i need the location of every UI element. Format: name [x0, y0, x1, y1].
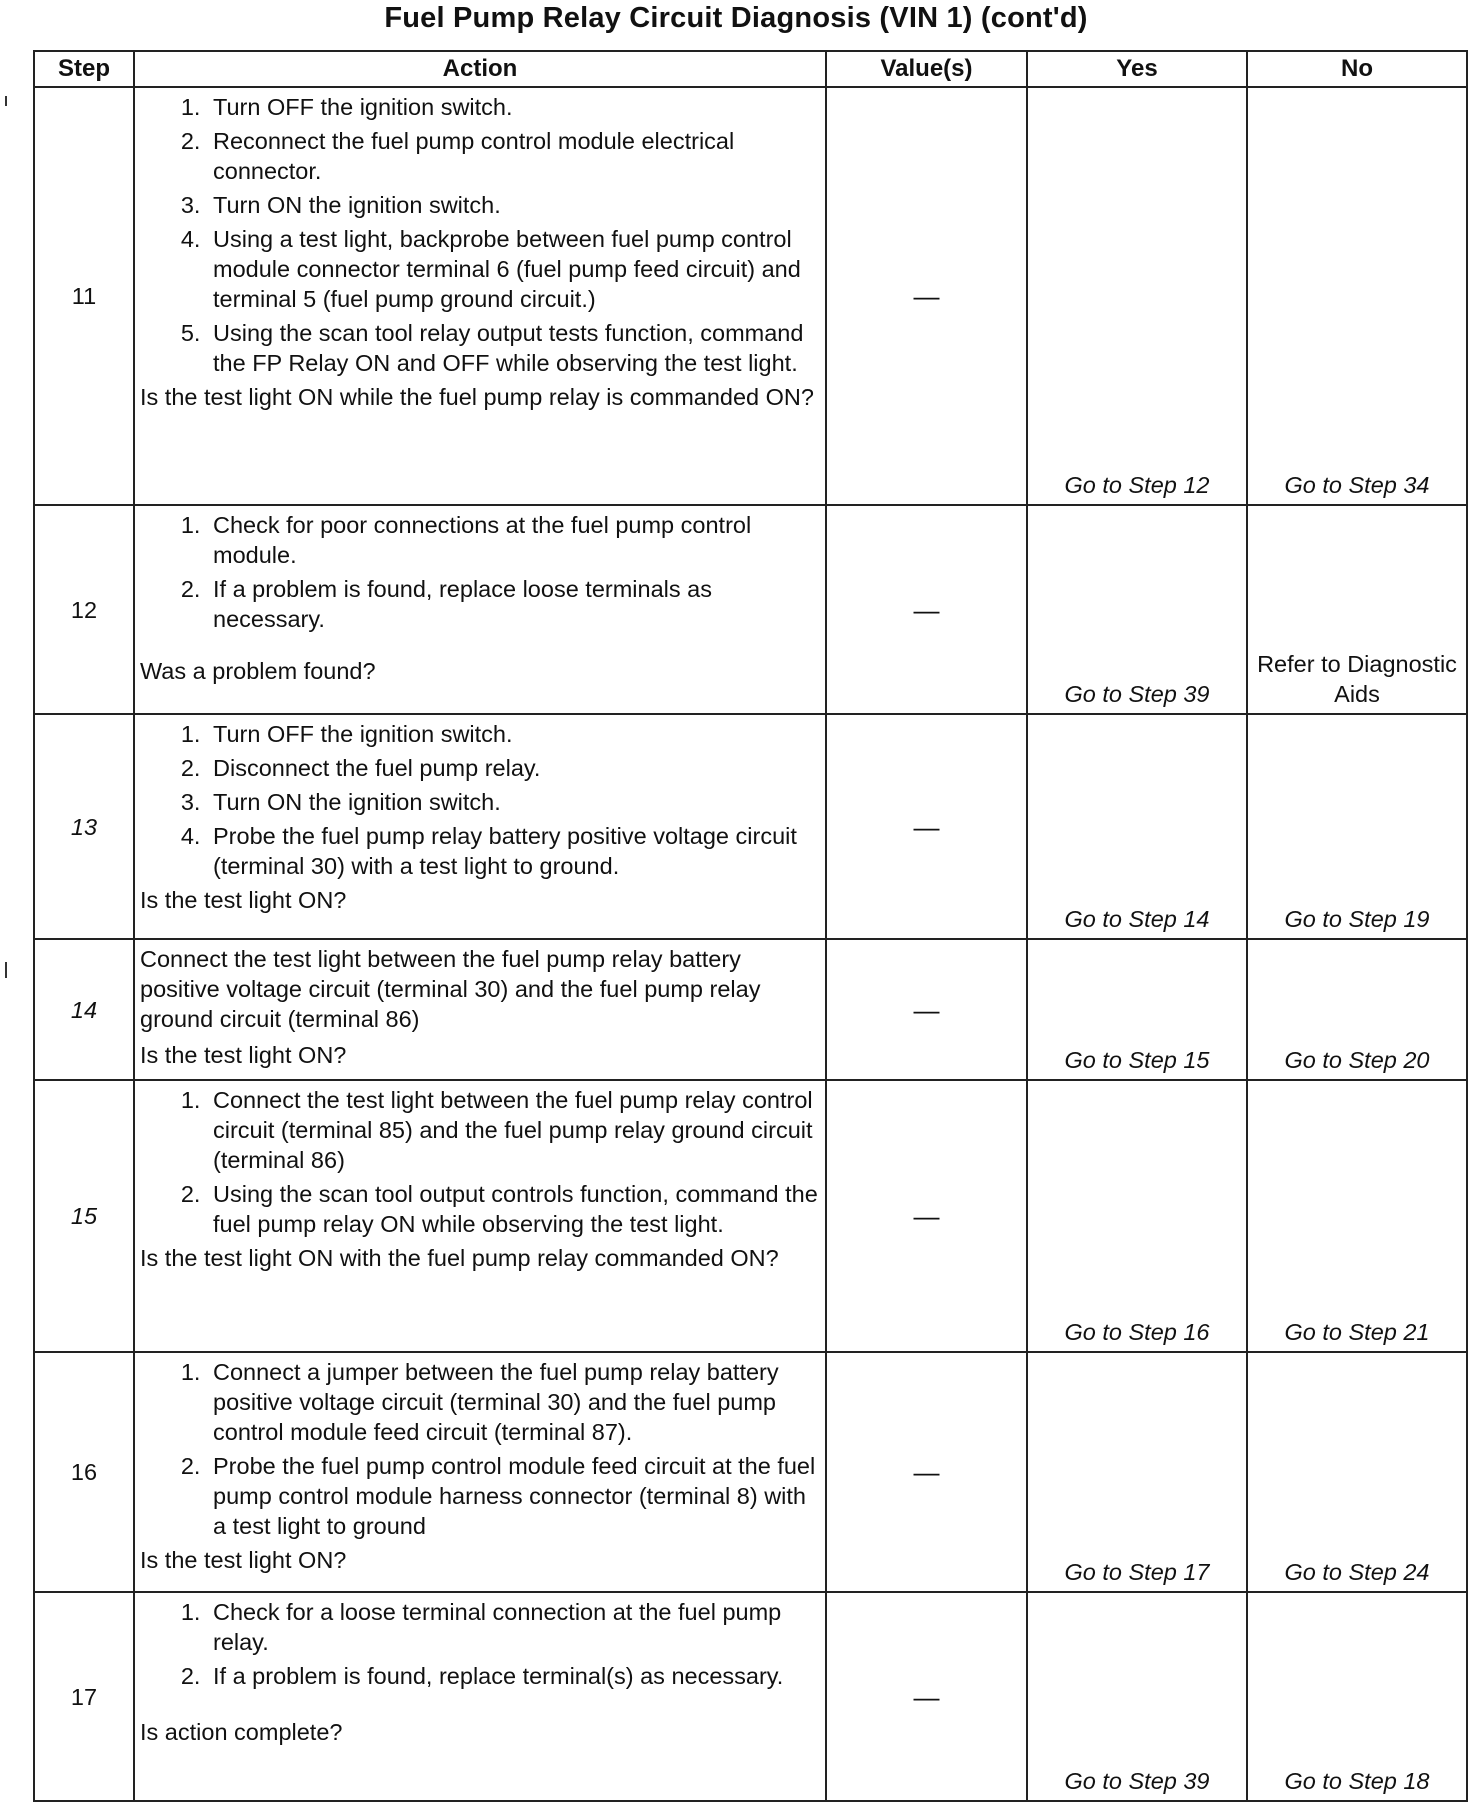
yes-cell: Go to Step 12	[1027, 87, 1247, 505]
action-item: 1. Turn OFF the ignition switch.	[207, 92, 819, 122]
step-number: 13	[34, 714, 134, 939]
action-item: 2. Disconnect the fuel pump relay.	[207, 753, 819, 783]
no-cell: Go to Step 18	[1247, 1592, 1467, 1801]
page-title: Fuel Pump Relay Circuit Diagnosis (VIN 1) (cont'd)	[384, 2, 1088, 34]
action-item: 2. Probe the fuel pump control module feed circuit at the fuel pump control module harness connector (terminal 8) with a test light to ground	[207, 1451, 819, 1541]
value-cell: —	[826, 714, 1027, 939]
action-cell	[134, 714, 826, 939]
action-question: Is the test light ON while the fuel pump relay is commanded ON?	[140, 384, 814, 410]
action-question: Was a problem found?	[140, 658, 376, 684]
action-item: 2. Using the scan tool output controls function, command the fuel pump relay ON while observing the test light.	[207, 1179, 819, 1239]
yes-cell: Go to Step 16	[1027, 1080, 1247, 1352]
table-row	[34, 1080, 1467, 1352]
action-item: 2. If a problem is found, replace loose terminals as necessary.	[207, 574, 819, 634]
action-item: 1. Turn OFF the ignition switch.	[207, 719, 819, 749]
action-cell	[134, 1352, 826, 1592]
no-cell: Go to Step 34	[1247, 87, 1467, 505]
header-values: Value(s)	[826, 51, 1027, 87]
value-cell: —	[826, 1080, 1027, 1352]
action-item: 2. If a problem is found, replace terminal(s) as necessary.	[207, 1661, 819, 1691]
action-item: 3. Turn ON the ignition switch.	[207, 190, 819, 220]
action-list	[140, 92, 819, 378]
yes-cell: Go to Step 14	[1027, 714, 1247, 939]
action-item: 3. Turn ON the ignition switch.	[207, 787, 819, 817]
step-number: 14	[34, 939, 134, 1080]
step-number: 15	[34, 1080, 134, 1352]
no-cell: Go to Step 19	[1247, 714, 1467, 939]
action-list	[140, 1357, 819, 1541]
action-question: Is the test light ON?	[140, 1547, 347, 1573]
action-item: 1. Connect a jumper between the fuel pump relay battery positive voltage circuit (terminal 30) and the fuel pump control module feed circuit (terminal 87).	[207, 1357, 819, 1447]
action-question: Is action complete?	[140, 1719, 343, 1745]
step-number: 17	[34, 1592, 134, 1801]
table-row	[34, 1352, 1467, 1592]
action-item: 1. Check for a loose terminal connection at the fuel pump relay.	[207, 1597, 819, 1657]
yes-cell: Go to Step 17	[1027, 1352, 1247, 1592]
no-cell: Refer to Diagnostic Aids	[1247, 505, 1467, 714]
action-item: 4. Probe the fuel pump relay battery positive voltage circuit (terminal 30) with a test light to ground.	[207, 821, 819, 881]
step-number: 11	[34, 87, 134, 505]
action-cell	[134, 1080, 826, 1352]
step-number: 12	[34, 505, 134, 714]
no-cell: Go to Step 24	[1247, 1352, 1467, 1592]
table-row	[34, 939, 1467, 1080]
action-item: 5. Using the scan tool relay output tests function, command the FP Relay ON and OFF while observing the test light.	[207, 318, 819, 378]
header-yes: Yes	[1027, 51, 1247, 87]
step-number: 16	[34, 1352, 134, 1592]
diagnosis-table	[33, 50, 1468, 1802]
action-item: 4. Using a test light, backprobe between fuel pump control module connector terminal 6 (fuel pump feed circuit) and terminal 5 (fuel pump ground circuit.)	[207, 224, 819, 314]
action-cell	[134, 939, 826, 1080]
table-row	[34, 714, 1467, 939]
action-paragraph: Connect the test light between the fuel pump relay battery positive voltage circuit (terminal 30) and the fuel pump relay ground circuit (terminal 86)	[140, 946, 761, 1032]
table-header-row	[34, 51, 1467, 87]
table-row	[34, 1592, 1467, 1801]
header-no: No	[1247, 51, 1467, 87]
value-cell: —	[826, 505, 1027, 714]
action-item: 1. Connect the test light between the fuel pump relay control circuit (terminal 85) and the fuel pump relay ground circuit (terminal 86)	[207, 1085, 819, 1175]
action-list	[140, 1085, 819, 1239]
yes-cell: Go to Step 39	[1027, 505, 1247, 714]
value-cell: —	[826, 87, 1027, 505]
action-cell	[134, 87, 826, 505]
action-cell	[134, 1592, 826, 1801]
header-step: Step	[34, 51, 134, 87]
margin-mark	[5, 96, 7, 106]
table-row	[34, 505, 1467, 714]
value-cell: —	[826, 1352, 1027, 1592]
action-list	[140, 719, 819, 881]
action-question: Is the test light ON?	[140, 887, 347, 913]
action-question: Is the test light ON?	[140, 1042, 347, 1068]
action-list	[140, 1597, 819, 1691]
value-cell: —	[826, 1592, 1027, 1801]
margin-mark	[5, 962, 7, 978]
value-cell: —	[826, 939, 1027, 1080]
action-list	[140, 510, 819, 634]
yes-cell: Go to Step 39	[1027, 1592, 1247, 1801]
action-question: Is the test light ON with the fuel pump relay commanded ON?	[140, 1245, 779, 1271]
table-row	[34, 87, 1467, 505]
no-cell: Go to Step 20	[1247, 939, 1467, 1080]
action-item: 1. Check for poor connections at the fuel pump control module.	[207, 510, 819, 570]
action-cell	[134, 505, 826, 714]
header-action: Action	[134, 51, 826, 87]
action-item: 2. Reconnect the fuel pump control module electrical connector.	[207, 126, 819, 186]
no-cell: Go to Step 21	[1247, 1080, 1467, 1352]
yes-cell: Go to Step 15	[1027, 939, 1247, 1080]
